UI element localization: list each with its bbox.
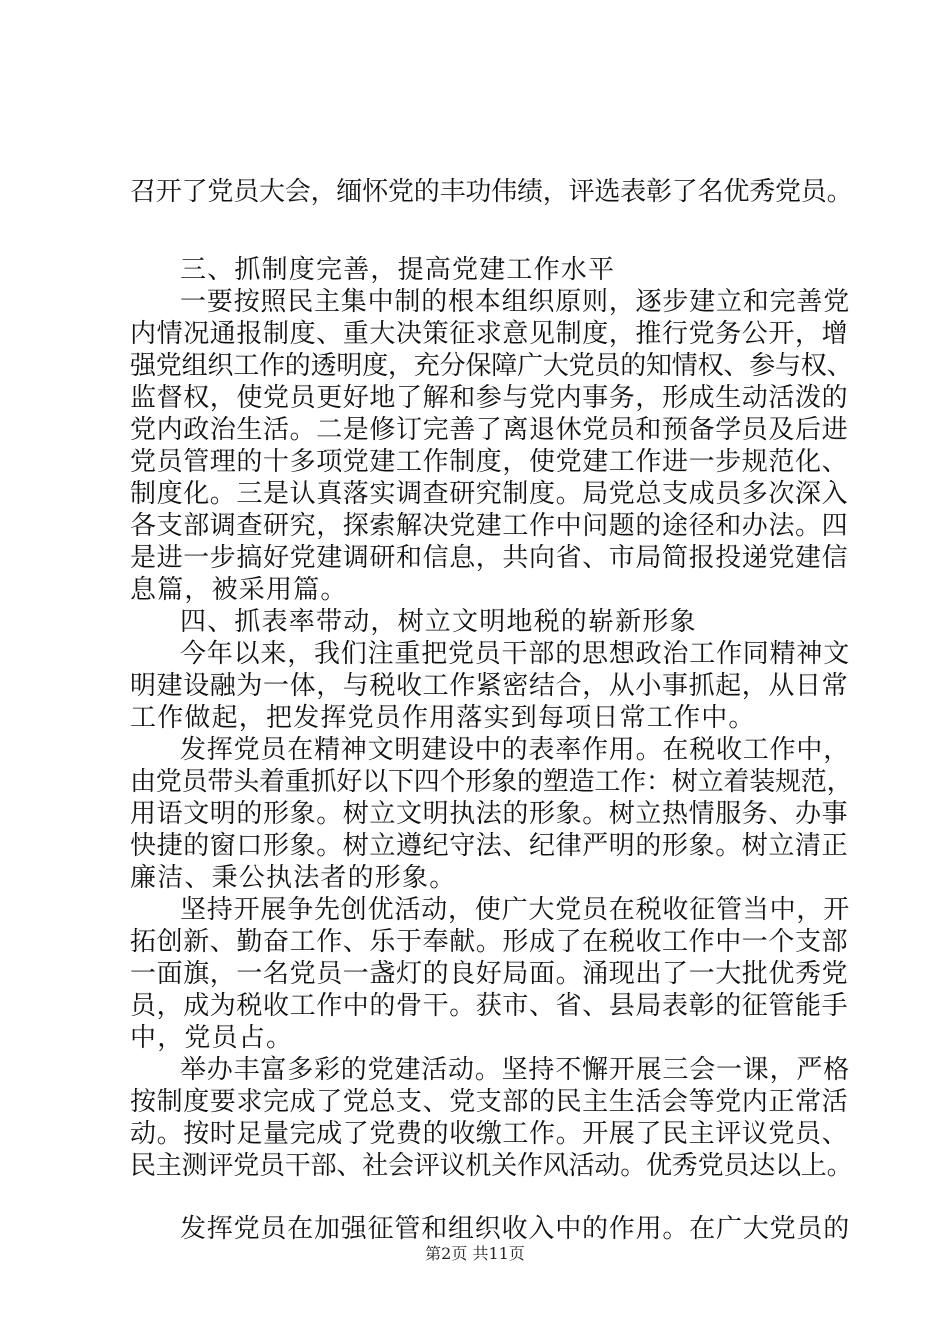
text-line: 按制度要求完成了党总支、党支部的民主生活会等党内正常活 (130, 1087, 849, 1117)
text-line: 坚持开展争先创优活动，使广大党员在税收征管当中，开 (180, 895, 851, 925)
text-line: 明建设融为一体，与税收工作紧密结合，从小事抓起，从日常 (130, 671, 849, 701)
text-line: 息篇，被采用篇。 (130, 575, 348, 605)
text-line: 内情况通报制度、重大决策征求意见制度，推行党务公开，增 (130, 319, 849, 349)
page-number-footer: 第2页 共11页 (425, 1244, 525, 1263)
section-heading: 三、抓制度完善，提高党建工作水平 (180, 255, 616, 285)
text-line: 动。按时足量完成了党费的收缴工作。开展了民主评议党员、 (130, 1119, 849, 1149)
text-line: 监督权，使党员更好地了解和参与党内事务，形成生动活泼的 (130, 383, 849, 413)
text-line: 一面旗，一名党员一盏灯的良好局面。涌现出了一大批优秀党 (130, 959, 849, 989)
text-line: 由党员带头着重抓好以下四个形象的塑造工作：树立着装规范， (130, 767, 853, 797)
text-line: 廉洁、秉公执法者的形象。 (130, 863, 457, 893)
text-line: 发挥党员在加强征管和组织收入中的作用。在广大党员的 (180, 1214, 851, 1244)
text-line: 是进一步搞好党建调研和信息，共向省、市局简报投递党建信 (130, 543, 849, 573)
text-line: 中，党员占。 (130, 1023, 294, 1053)
text-line: 员，成为税收工作中的骨干。获市、省、县局表彰的征管能手 (130, 991, 849, 1021)
text-line: 各支部调查研究，探索解决党建工作中问题的途径和办法。四 (130, 511, 849, 541)
text-line: 制度化。三是认真落实调查研究制度。局党总支成员多次深入 (130, 479, 849, 509)
text-line: 党员管理的十多项党建工作制度，使党建工作进一步规范化、 (130, 447, 849, 477)
text-line: 党内政治生活。二是修订完善了离退休党员和预备学员及后进 (130, 415, 849, 445)
text-line: 一要按照民主集中制的根本组织原则，逐步建立和完善党 (180, 287, 851, 317)
text-line: 工作做起，把发挥党员作用落实到每项日常工作中。 (130, 703, 756, 733)
text-line: 快捷的窗口形象。树立遵纪守法、纪律严明的形象。树立清正 (130, 831, 849, 861)
text-line: 民主测评党员干部、社会评议机关作风活动。优秀党员达以上。 (130, 1151, 853, 1181)
section-heading: 四、抓表率带动，树立文明地税的崭新形象 (180, 607, 697, 637)
text-line: 举办丰富多彩的党建活动。坚持不懈开展三会一课，严格 (180, 1055, 851, 1085)
text-line: 今年以来，我们注重把党员干部的思想政治工作同精神文 (180, 639, 851, 669)
text-line: 拓创新、勤奋工作、乐于奉献。形成了在税收工作中一个支部 (130, 927, 849, 957)
text-line: 发挥党员在精神文明建设中的表率作用。在税收工作中， (180, 735, 851, 765)
text-line: 召开了党员大会，缅怀党的丰功伟绩，评选表彰了名优秀党员。 (130, 177, 853, 207)
text-line: 用语文明的形象。树立文明执法的形象。树立热情服务、办事 (130, 799, 849, 829)
text-line: 强党组织工作的透明度，充分保障广大党员的知情权、参与权、 (130, 351, 853, 381)
